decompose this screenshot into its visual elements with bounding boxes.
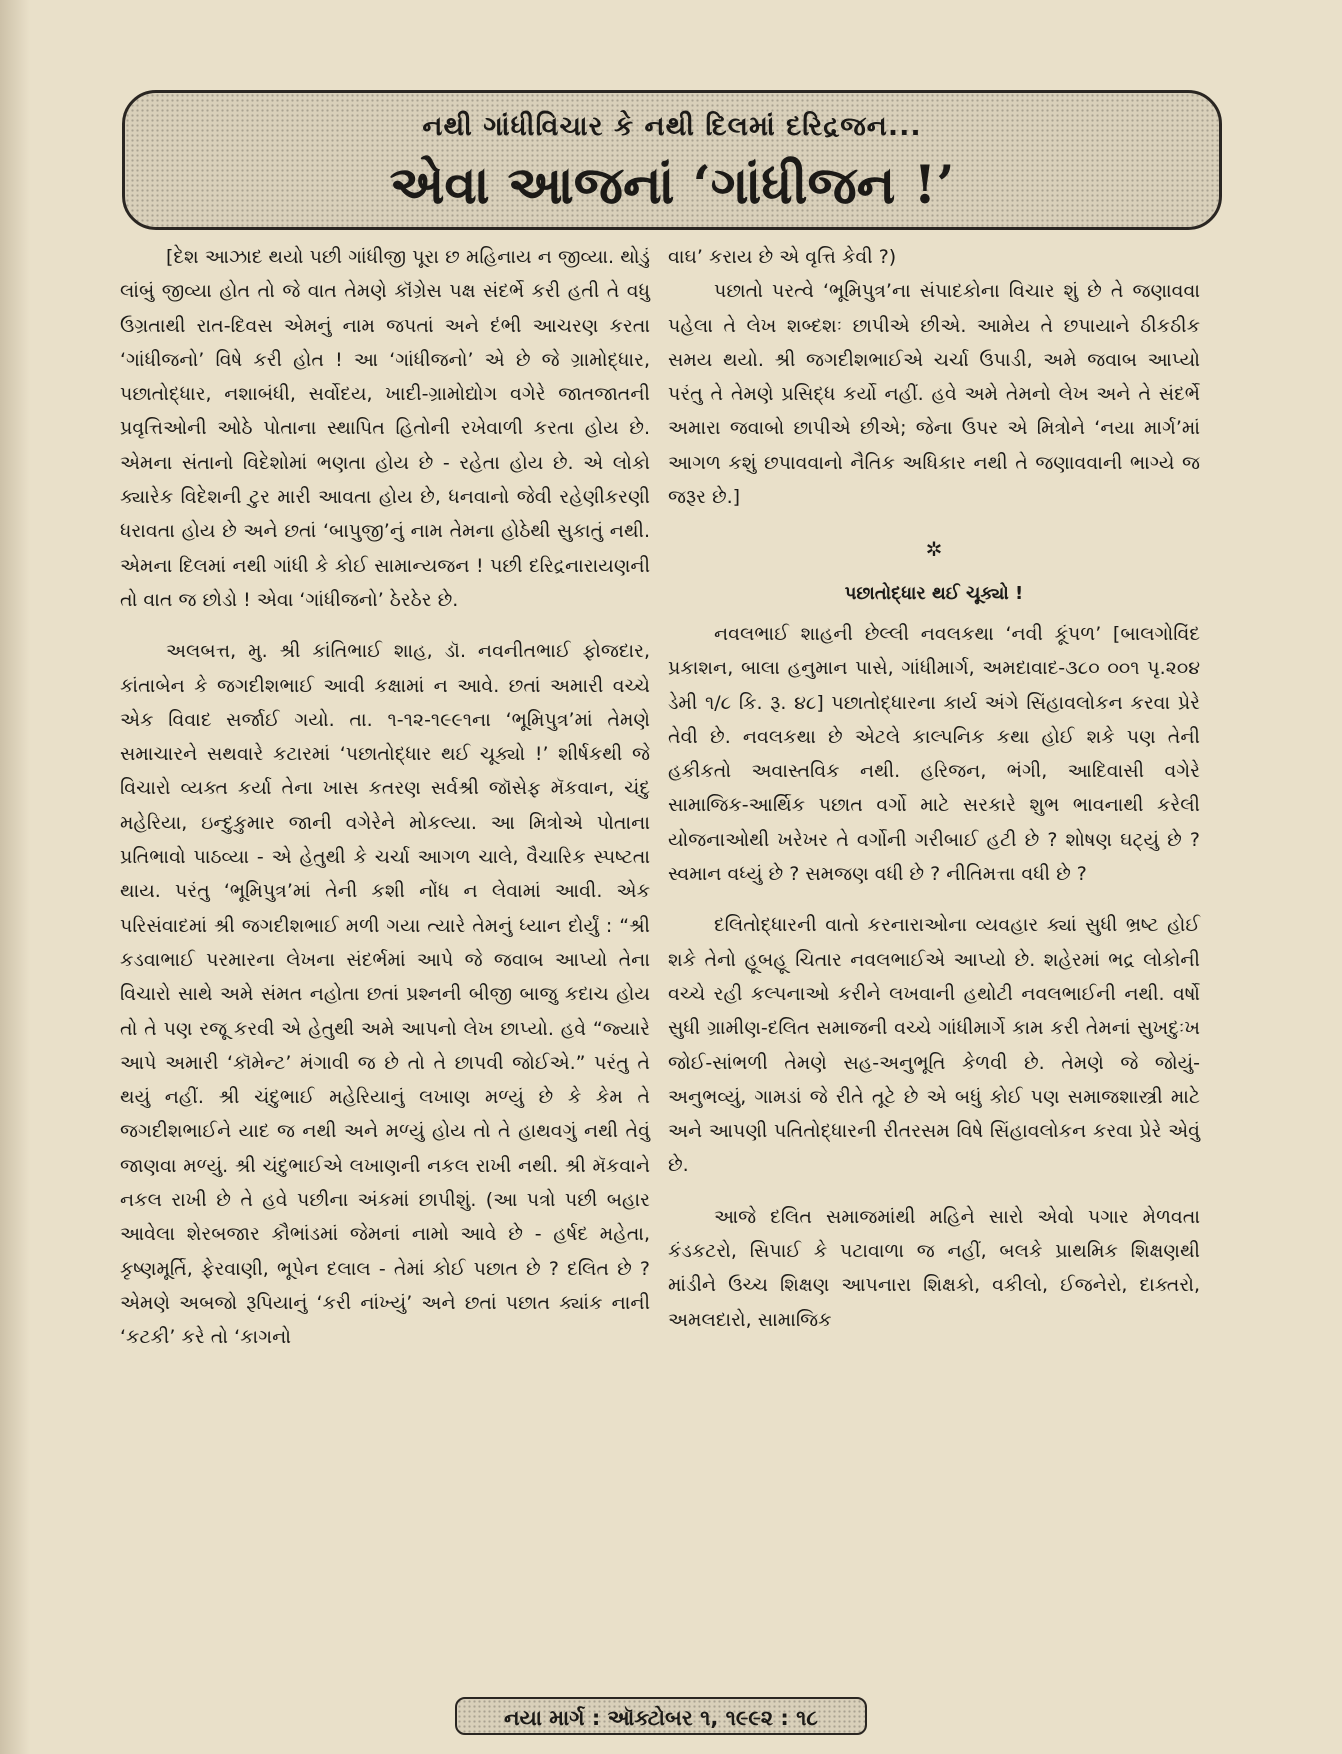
paragraph: અલબત્ત, મુ. શ્રી કાંતિભાઈ શાહ, ડૉ. નવનીતભાઈ ફોજદાર, કાંતાબેન કે જગદીશભાઈ આવી કક્ષામાં ન આવે. છતાં અમારી વચ્ચે એક વિવાદ સર્જાઈ ગયો. તા. ૧-૧૨-૧૯૯૧ના ‘ભૂમિપુત્ર’માં તેમણે સમાચારને સથવારે કટારમાં ‘પછાતોદ્ધાર થઈ ચૂક્યો !’ શીર્ષકથી જે વિચારો વ્યક્ત કર્યા તેના ખાસ કતરણ સર્વશ્રી જૉસેફ મૅકવાન, ચંદુ મહેરિયા, ઇન્દુકુમાર જાની વગેરેને મોકલ્યા. આ મિત્રોએ પોતાના પ્રતિભાવો પાઠવ્યા - એ હેતુથી કે ચર્ચા આગળ ચાલે, વૈચારિક સ્પષ્ટતા થાય. પરંતુ ‘ભૂમિપુત્ર’માં તેની કશી નોંધ ન લેવામાં આવી. એક પરિસંવાદમાં શ્રી જગદીશભાઈ મળી ગયા ત્યારે તેમનું ધ્યાન દોર્યું : “શ્રી કડવાભાઈ પરમારના લેખના સંદર્ભમાં આપે જે જવાબ આપ્યો તેના વિચારો સાથે અમે સંમત નહોતા છતાં પ્રશ્નની બીજી બાજુ કદાચ હોય તો તે પણ રજૂ કરવી એ હેતુથી અમે આપનો લેખ છાપ્યો. હવે “જ્યારે આપે અમારી ‘કૉમેન્ટ’ મંગાવી જ છે તો તે છાપવી જોઈએ.” પરંતુ તે થયું નહીં. શ્રી ચંદુભાઈ મહેરિયાનું લખાણ મળ્યું છે કે કેમ તે જગદીશભાઈને યાદ જ નથી અને મળ્યું હોય તો તે હાથવગું નથી તેવું જાણવા મળ્યું. શ્રી ચંદુભાઈએ લખાણની નકલ રાખી નથી. શ્રી મૅકવાને નકલ રાખી છે તે હવે પછીના અંકમાં છાપીશું. (આ પત્રો પછી બહાર આવેલા શેરબજાર કૌભાંડમાં જેમનાં નામો આવે છે - હર્ષદ મહેતા, કૃષ્ણમૂર્તિ, ફેરવાણી, ભૂપેન દલાલ - તેમાં કોઈ પછાત છે ? દલિત છે ? એમણે અબજો રૂપિયાનું ‘કરી નાંખ્યું’ અને છતાં પછાત ક્યાંક નાની ‘કટકી’ કરે તો ‘કાગનો bbox=[120, 640, 650, 1349]
paragraph: [દેશ આઝાદ થયો પછી ગાંધીજી પૂરા છ મહિનાય ન જીવ્યા. થોડું લાંબું જીવ્યા હોત તો જે વાત તેમણે કૉંગ્રેસ પક્ષ સંદર્ભે કરી હતી તે વધુ ઉગ્રતાથી રાત-દિવસ એમનું નામ જપતાં અને દંભી આચરણ કરતા ‘ગાંધીજનો’ વિષે કરી હોત ! આ ‘ગાંધીજનો’ એ છે જે ગ્રામોદ્ધાર, પછાતોદ્ધાર, નશાબંધી, સર્વોદય, ખાદી-ગ્રામોદ્યોગ વગેરે જાતજાતની પ્રવૃત્તિઓની ઓઠે પોતાના સ્થાપિત હિતોની રખેવાળી કરતા હોય છે. એમના સંતાનો વિદેશોમાં ભણતા હોય છે - રહેતા હોય છે. એ લોકો ક્યારેક વિદેશની ટુર મારી આવતા હોય છે, ધનવાનો જેવી રહેણીકરણી ધરાવતા હોય છે અને છતાં ‘બાપુજી’નું નામ તેમના હોઠેથી સુકાતું નથી. એમના દિલમાં નથી ગાંધી કે કોઈ સામાન્યજન ! પછી દરિદ્રનારાયણની તો વાત જ છોડો ! એવા ‘ગાંધીજનો’ ઠેરઠેર છે. bbox=[120, 246, 650, 611]
title-banner bbox=[122, 90, 1222, 230]
section-heading: પછાતોદ્ધાર થઈ ચૂક્યો ! bbox=[844, 582, 1024, 604]
left-column bbox=[120, 240, 650, 1355]
title-kicker: નથી ગાંધીવિચાર કે નથી દિલમાં દરિદ્રજન... bbox=[422, 111, 922, 142]
right-column bbox=[668, 240, 1200, 1337]
page-footer: નયા માર્ગ : ઑક્ટોબર ૧, ૧૯૯૨ : ૧૮ bbox=[455, 1697, 867, 1735]
paragraph: વાઘ’ કરાય છે એ વૃત્તિ કેવી ?) bbox=[668, 246, 897, 268]
article-title: એવા આજનાં ‘ગાંધીજન !’ bbox=[389, 155, 955, 216]
section-divider-icon: ✲ bbox=[925, 537, 943, 562]
paragraph: આજે દલિત સમાજમાંથી મહિને સારો એવો પગાર મેળવતા કંડકટરો, સિપાઈ કે પટાવાળા જ નહીં, બલકે પ્રાથમિક શિક્ષણથી માંડીને ઉચ્ચ શિક્ષણ આપનારા શિક્ષકો, વકીલો, ઈજનેરો, દાક્તરો, અમલદારો, સામાજિક bbox=[668, 1205, 1200, 1331]
paragraph: નવલભાઈ શાહની છેલ્લી નવલકથા ‘નવી કૂંપળ’ [બાલગોવિંદ પ્રકાશન, બાલા હનુમાન પાસે, ગાંધીમાર્ગ, અમદાવાદ-૩૮૦ ૦૦૧ પૃ.૨૦૪ ડેમી ૧/૮ કિ. રૂ. ૪૮] પછાતોદ્ધારના કાર્ય અંગે સિંહાવલોકન કરવા પ્રેરે તેવી છે. નવલકથા છે એટલે કાલ્પનિક કથા હોઈ શકે પણ તેની હકીકતો અવાસ્તવિક નથી. હરિજન, ભંગી, આદિવાસી વગેરે સામાજિક-આર્થિક પછાત વર્ગો માટે સરકારે શુભ ભાવનાથી કરેલી યોજનાઓથી ખરેખર તે વર્ગોની ગરીબાઈ હટી છે ? શોષણ ઘટ્યું છે ? સ્વમાન વધ્યું છે ? સમજણ વધી છે ? નીતિમત્તા વધી છે ? bbox=[668, 622, 1200, 886]
paragraph: પછાતો પરત્વે ‘ભૂમિપુત્ર’ના સંપાદકોના વિચાર શું છે તે જણાવવા પહેલા તે લેખ શબ્દશઃ છાપીએ છીએ. આમેય તે છપાયાને ઠીકઠીક સમય થયો. શ્રી જગદીશભાઈએ ચર્ચા ઉપાડી, અમે જવાબ આપ્યો પરંતુ તે તેમણે પ્રસિદ્ધ કર્યો નહીં. હવે અમે તેમનો લેખ અને તે સંદર્ભે અમારા જવાબો છાપીએ છીએ; જેના ઉપર એ મિત્રોને ‘નયા માર્ગ’માં આગળ કશું છપાવવાનો નૈતિક અધિકાર નથી તે જણાવવાની ભાગ્યે જ જરૂર છે.] bbox=[668, 280, 1200, 509]
paragraph: દલિતોદ્ધારની વાતો કરનારાઓના વ્યવહાર ક્યાં સુધી ભ્રષ્ટ હોઈ શકે તેનો હૂબહૂ ચિતાર નવલભાઈએ આપ્યો છે. શહેરમાં ભદ્ર લોકોની વચ્ચે રહી કલ્પનાઓ કરીને લખવાની હથોટી નવલભાઈની નથી. વર્ષો સુધી ગ્રામીણ-દલિત સમાજની વચ્ચે ગાંધીમાર્ગે કામ કરી તેમનાં સુખદુઃખ જોઈ-સાંભળી તેમણે સહ-અનુભૂતિ કેળવી છે. તેમણે જે જોયું-અનુભવ્યું, ગામડાં જે રીતે તૂટે છે એ બધું કોઈ પણ સમાજશાસ્ત્રી માટે અને આપણી પતિતોદ્ધારની રીતરસમ વિષે સિંહાવલોકન કરવા પ્રેરે એવું છે. bbox=[668, 914, 1200, 1177]
